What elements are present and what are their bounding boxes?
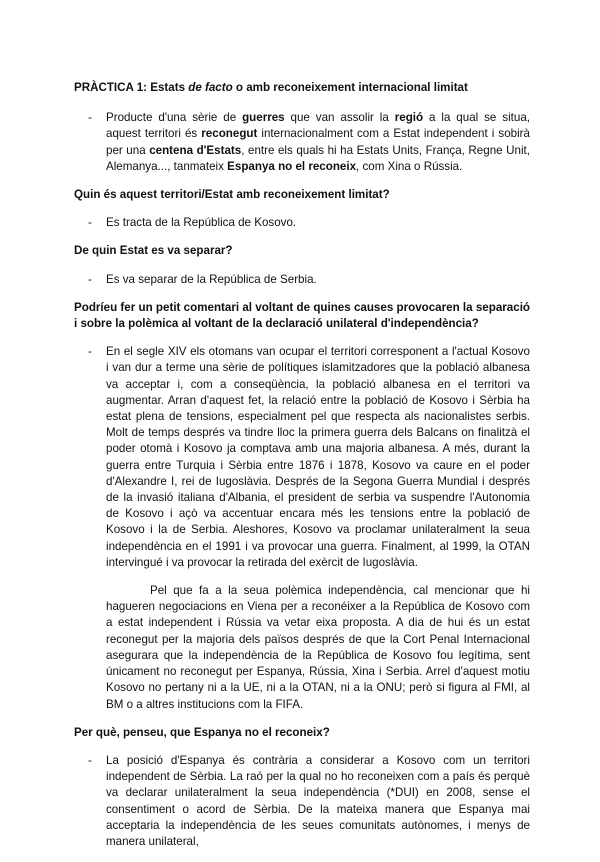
answer-3-paragraph: Pel que fa a la seua polèmica independència, cal mencionar que hi hagueren negociacions en Viena per a reconéixer a la República de Kosovo com a estat independent i Rússia va vetar eixa proposta. A dia de hui és un estat reconegut per la majoria dels països després de que la Cort Penal Internacional asegurara que la independència de la República de Kosovo fou legítima, sent únicament no reconegut per Espanya, Rússia, Xina i Serbia. Arrel d'aquest motiu Kosovo no pertany ni a la UE, ni a la OTAN, ni a la ONU; però si figura al FMI, al BM o a altres institucions com la FIFA. <box>106 584 530 711</box>
list-dash: - <box>88 111 92 125</box>
answer-2: - Es va separar de la República de Serbia. <box>74 272 530 288</box>
answer-3: - En el segle XIV els otomans van ocupar el territori corresponent a l'actual Kosovo i van dur a terme una sèrie de polítiques islamitzadores que la població albanesa va acceptar i, com a conseqüència, la població albanesa en el territori va augmentar. Arran d'aquest fet, la relació entre la població de Kosovo i Sèrbia ha estat plena de tensions, especialment pel que respecta als nacionalistes serbis. Molt de temps després va tindre lloc la primera guerra dels Balcans on finalitzà el poder otomà i Kosovo ja comptava amb una majoria albanesa. A més, durant la guerra entre Turquia i Sèrbia entre 1876 i 1878, Kosovo va caure en el poder d'Alexandre I, rei de Iugoslàvia. Després de la Segona Guerra Mundial i després de la invasió italiana d'Albania, el president de serbia va suspendre l'Autonomia de Kosovo i açò va accentuar encara més les tensions entre la població de Kosovo i la de Serbia. Aleshores, Kosovo va proclamar unilateralment la seua independència en el 1991 i va provocar una guerra. Finalment, al 1999, la OTAN intervingué i va provocar la retirada del exèrcit de Iugoslàvia. <box>88 345 530 569</box>
question-4: Per què, penseu, que Espanya no el reconeix? <box>74 725 330 739</box>
intro-item: - Producte d'una sèrie de guerres que van assolir la regió a la qual se situa, aquest territori és reconegut internacionalment com a Estat independent i sobirà per una centena d'Estats, entre els quals hi ha Estats Units, França, Regne Unit, Alemanya..., tanmateix Espanya no el reconeix, com Xina o Rússia. <box>88 111 530 173</box>
page-title: PRÀCTICA 1: Estats de facto o amb reconeixement internacional limitat <box>74 81 468 94</box>
question-1: Quin és aquest territori/Estat amb reconeixement limitat? <box>74 188 390 202</box>
question-2: De quin Estat es va separar? <box>74 244 233 258</box>
document-page <box>74 80 530 862</box>
answer-4: - La posició d'Espanya és contrària a considerar a Kosovo com un territori independent de Sèrbia. La raó per la qual no ho reconeixen com a país és perquè va declarar unilateralment la seua independència (*DUI) en 2008, sense el consentiment o acord de Sèrbia. De la mateixa manera que Espanya mai acceptaria la independència de les seues comunitats autònomes, i menys de manera unilateral, <box>88 753 530 848</box>
question-3: Podríeu fer un petit comentari al voltant de quines causes provocaren la separació i sobre la polèmica al voltant de la declaració unilateral d'independència? <box>74 300 530 331</box>
list-dash: - <box>88 753 92 767</box>
list-dash: - <box>88 345 92 359</box>
list-dash: - <box>88 216 92 230</box>
list-dash: - <box>88 272 92 286</box>
answer-1: - Es tracta de la República de Kosovo. <box>74 215 530 231</box>
